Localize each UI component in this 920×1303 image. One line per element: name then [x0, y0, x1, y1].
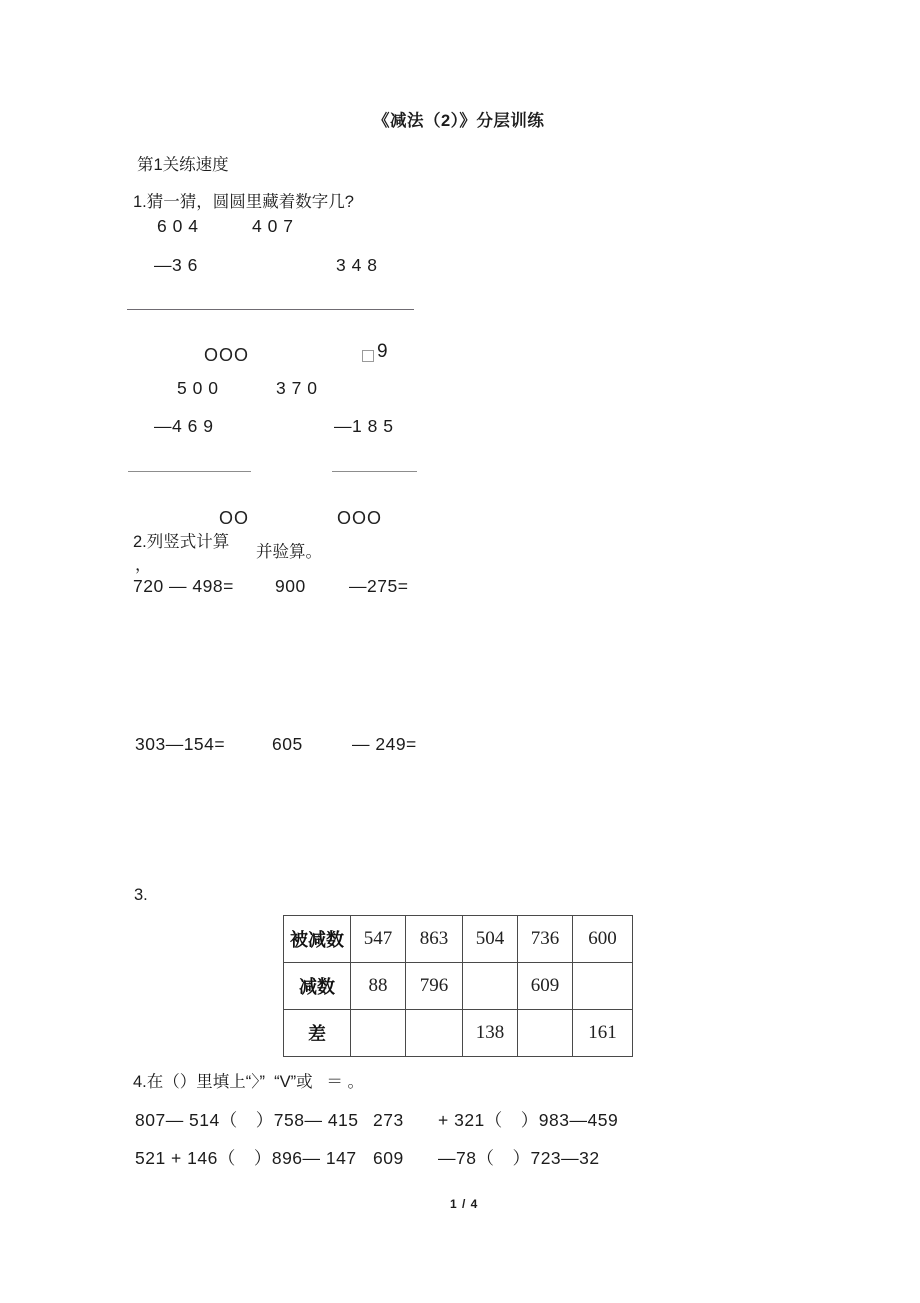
- doc-title: 《减法（2）》分层训练: [373, 112, 545, 130]
- table-row-subtrahend: [284, 963, 633, 1010]
- q1b-minuend-right: 3 7 0: [276, 378, 318, 398]
- q2-expression-6: — 249=: [352, 734, 417, 754]
- q2-label-suffix: 并验算。: [256, 543, 322, 561]
- table-cell: 736: [518, 916, 573, 963]
- table-cell: [573, 963, 633, 1010]
- table-cell: 161: [573, 1010, 633, 1057]
- q1a-subtrahend-right: 3 4 8: [336, 255, 378, 275]
- q1b-answer-circles-right: OOO: [337, 508, 383, 528]
- table-cell: [406, 1010, 463, 1057]
- q2-expression-2: 900: [275, 576, 306, 596]
- q1b-answer-circles-left: OO: [219, 508, 250, 528]
- table-cell: 547: [351, 916, 406, 963]
- q4-expression-6: —78（ ）723—32: [438, 1148, 600, 1168]
- q2-expression-4: 303—154=: [135, 734, 226, 754]
- q1b-subtrahend-right: —1 8 5: [334, 416, 394, 436]
- q1a-answer-digit: 9: [377, 341, 388, 362]
- q3-table: [283, 915, 633, 1057]
- q4-expression-2: 273: [373, 1110, 404, 1130]
- table-cell: 600: [573, 916, 633, 963]
- table-cell: [463, 963, 518, 1010]
- table-cell: [351, 1010, 406, 1057]
- q2-expression-5: 605: [272, 734, 303, 754]
- hidden-digit-square-icon: [362, 350, 374, 362]
- q1a-answer-line: [127, 309, 414, 310]
- table-row-difference: [284, 1010, 633, 1057]
- q1a-minuend-left: 6 0 4: [157, 216, 199, 236]
- row-header: 减数: [284, 963, 351, 1010]
- q1b-minuend-left: 5 0 0: [177, 378, 219, 398]
- q4-expression-4: 521 + 146（ ）896— 147: [135, 1148, 357, 1168]
- table-cell: 88: [351, 963, 406, 1010]
- q2-expression-3: —275=: [349, 576, 409, 596]
- q4-expression-1: 807— 514（ ）758— 415: [135, 1110, 359, 1130]
- row-header: 被减数: [284, 916, 351, 963]
- q4-expression-3: + 321（ ）983—459: [438, 1110, 619, 1130]
- table-cell: 863: [406, 916, 463, 963]
- q1a-answer-circles: OOO: [204, 345, 250, 365]
- table-cell: 138: [463, 1010, 518, 1057]
- q2-expression-1: 720 — 498=: [133, 576, 234, 596]
- q4-expression-5: 609: [373, 1148, 404, 1168]
- table-cell: 504: [463, 916, 518, 963]
- q1b-subtrahend-left: —4 6 9: [154, 416, 214, 436]
- q3-number: 3.: [134, 886, 148, 904]
- q1b-answer-line-left: [128, 471, 251, 472]
- q4-label: 4.在（）里填上“〉” “V”或 ＝ 。: [133, 1073, 364, 1091]
- q1-label: 1.猜一猜，圆圆里藏着数字几?: [133, 193, 354, 211]
- q1a-subtrahend-left: —3 6: [154, 255, 198, 275]
- q2-label: 2.列竖式计算: [133, 533, 230, 551]
- page-number: 1 / 4: [450, 1197, 479, 1211]
- q2-comma: ，: [135, 556, 152, 574]
- row-header: 差: [284, 1010, 351, 1057]
- q1a-minuend-right: 4 0 7: [252, 216, 294, 236]
- table-row-minuend: [284, 916, 633, 963]
- level-heading: 第1关练速度: [137, 156, 229, 174]
- table-cell: 609: [518, 963, 573, 1010]
- table-cell: 796: [406, 963, 463, 1010]
- q1b-answer-line-right: [332, 471, 417, 472]
- table-cell: [518, 1010, 573, 1057]
